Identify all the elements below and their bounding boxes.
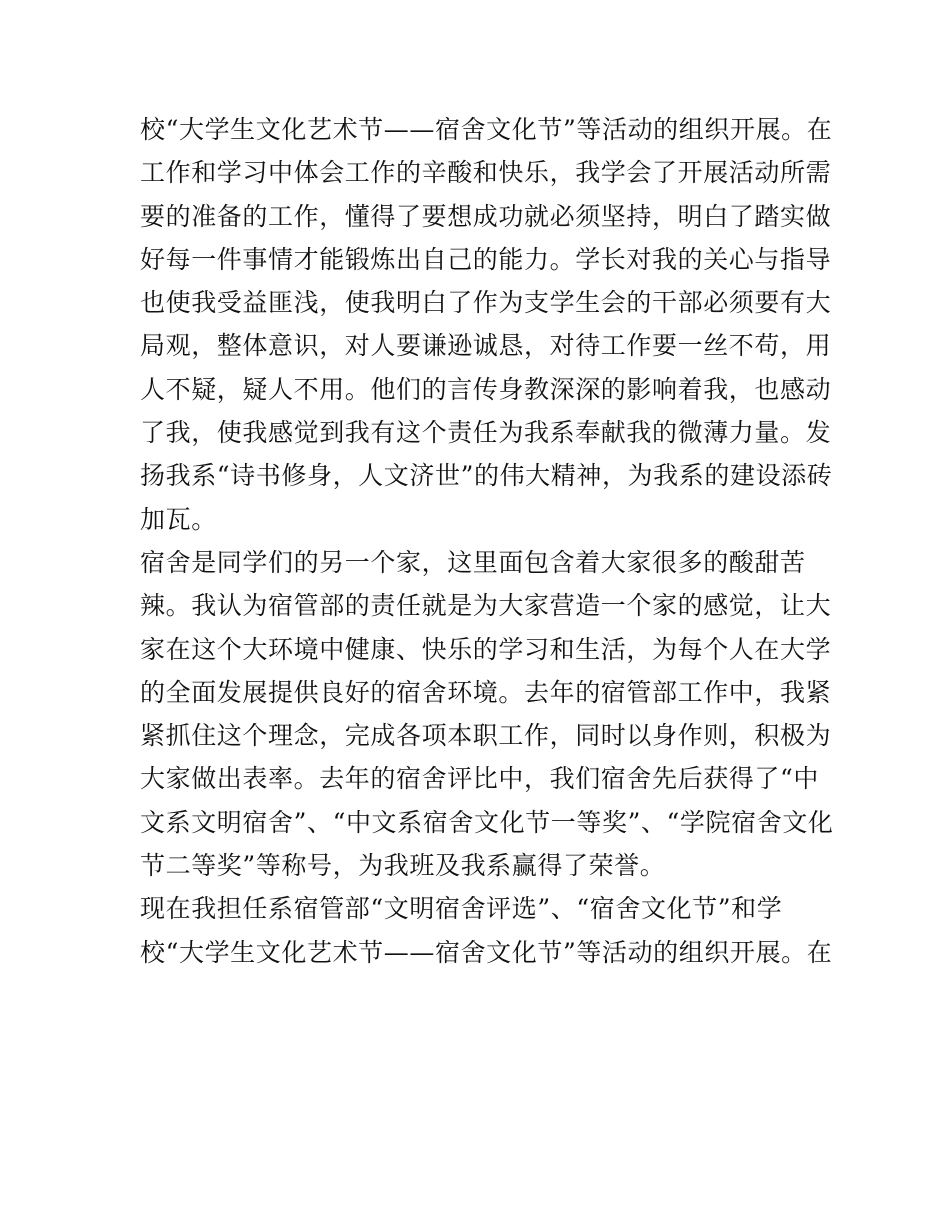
body-text — [140, 108, 834, 974]
text-line: 校“大学生文化艺术节——宿舍文化节”等活动的组织开展。在 — [140, 115, 833, 144]
text-line: 现在我担任系宿管部“文明宿舍评选”、“宿舍文化节”和学 — [140, 894, 783, 924]
text-line: 局观，整体意识，对人要谦逊诚恳，对待工作要一丝不苟，用 — [140, 331, 832, 361]
text-line: 大家做出表率。去年的宿舍评比中，我们宿舍先后获得了“中 — [140, 764, 819, 794]
text-line: 好每一件事情才能锻炼出自己的能力。学长对我的关心与指导 — [140, 244, 832, 274]
text-line: 辣。我认为宿管部的责任就是为大家营造一个家的感觉，让大 — [140, 591, 832, 621]
text-line: 要的准备的工作，懂得了要想成功就必须坚持，明白了踏实做 — [140, 201, 832, 231]
text-line: 的全面发展提供良好的宿舍环境。去年的宿管部工作中，我紧 — [140, 677, 832, 707]
text-line: 家在这个大环境中健康、快乐的学习和生活，为每个人在大学 — [140, 634, 832, 664]
text-line: 校“大学生文化艺术节——宿舍文化节”等活动的组织开展。在 — [140, 937, 833, 967]
text-line: 文系文明宿舍”、“中文系宿舍文化节一等奖”、“学院宿舍文化 — [140, 807, 834, 837]
text-line: 扬我系“诗书修身，人文济世”的伟大精神，为我系的建设添砖 — [140, 461, 833, 491]
text-line: 也使我受益匪浅，使我明白了作为支学生会的干部必须要有大 — [140, 288, 832, 318]
text-line: 节二等奖”等称号，为我班及我系赢得了荣誉。 — [140, 851, 666, 881]
text-line: 工作和学习中体会工作的辛酸和快乐，我学会了开展活动所需 — [140, 158, 832, 188]
text-line: 了我，使我感觉到我有这个责任为我系奉献我的微薄力量。发 — [140, 418, 832, 448]
text-line: 人不疑，疑人不用。他们的言传身教深深的影响着我，也感动 — [140, 374, 832, 404]
text-line: 加瓦。 — [140, 504, 217, 534]
text-line: 紧抓住这个理念，完成各项本职工作，同时以身作则，积极为 — [140, 721, 832, 751]
text-line: 宿舍是同学们的另一个家，这里面包含着大家很多的酸甜苦 — [140, 547, 806, 577]
